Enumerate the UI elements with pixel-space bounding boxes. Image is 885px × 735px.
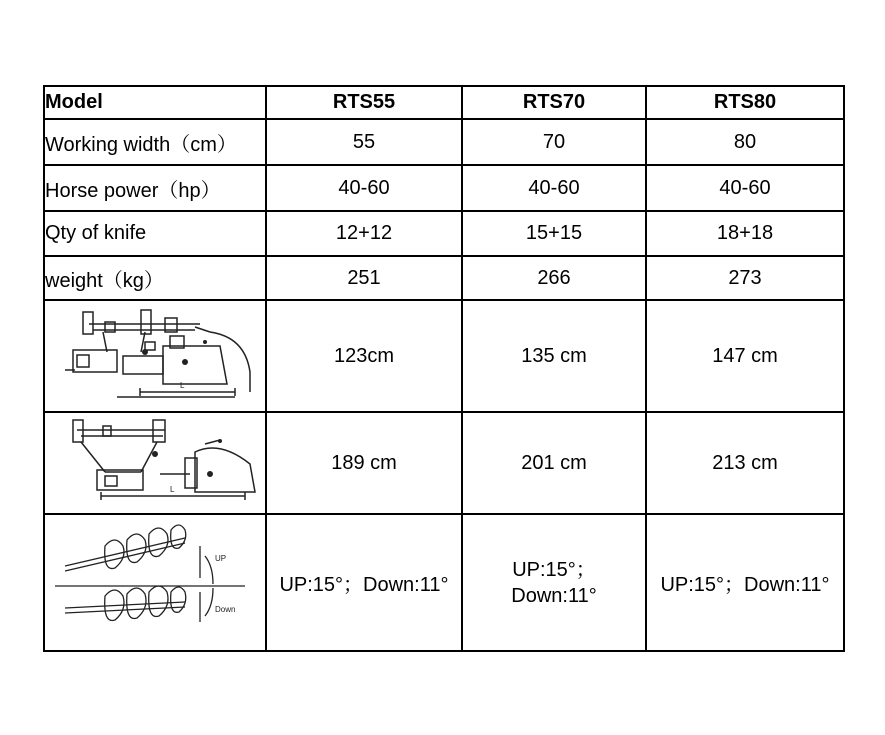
cell-value: 55 (266, 119, 462, 165)
cell-value: 189 cm (266, 412, 462, 514)
cell-value: 18+18 (646, 211, 844, 256)
row-label-working-width: Working width（cm） (44, 119, 266, 165)
table-row (44, 119, 844, 165)
cell-value: UP:15°； Down:11° (462, 514, 646, 651)
row-label-qty-of-knife: Qty of knife (44, 211, 266, 256)
cell-value: 15+15 (462, 211, 646, 256)
blade-angle-drawing-icon (45, 516, 263, 649)
side-view-drawing-short (44, 300, 266, 412)
cell-value: 213 cm (646, 412, 844, 514)
cell-value: 273 (646, 256, 844, 300)
side-view-drawing-long (44, 412, 266, 514)
cell-value: 80 (646, 119, 844, 165)
side-view-drawing-short-icon (45, 302, 263, 410)
side-view-drawing-long-icon (45, 414, 263, 512)
cell-value: 251 (266, 256, 462, 300)
cell-value: 147 cm (646, 300, 844, 412)
cell-value: 266 (462, 256, 646, 300)
table-row (44, 256, 844, 300)
table-header-row (44, 86, 844, 119)
header-model-rts80: RTS80 (646, 86, 844, 119)
dimension-label: L (170, 485, 175, 494)
table-row (44, 211, 844, 256)
cell-value: UP:15°；Down:11° (646, 514, 844, 651)
cell-value: 40-60 (646, 165, 844, 211)
table-row (44, 165, 844, 211)
table-row (44, 514, 844, 651)
cell-value: 201 cm (462, 412, 646, 514)
cell-value: 70 (462, 119, 646, 165)
table-row (44, 300, 844, 412)
blade-angle-drawing (44, 514, 266, 651)
cell-value: 135 cm (462, 300, 646, 412)
dimension-label: L (180, 381, 185, 390)
table-row (44, 412, 844, 514)
spec-table (43, 85, 845, 652)
header-model-rts55: RTS55 (266, 86, 462, 119)
header-model-label: Model (44, 86, 266, 119)
cell-value: 40-60 (462, 165, 646, 211)
row-label-horse-power: Horse power（hp） (44, 165, 266, 211)
header-model-rts70: RTS70 (462, 86, 646, 119)
row-label-weight: weight（kg） (44, 256, 266, 300)
down-label: Down (215, 605, 236, 614)
cell-value: 40-60 (266, 165, 462, 211)
cell-value: 123cm (266, 300, 462, 412)
up-label: UP (215, 554, 227, 563)
cell-value: 12+12 (266, 211, 462, 256)
cell-value: UP:15°；Down:11° (266, 514, 462, 651)
